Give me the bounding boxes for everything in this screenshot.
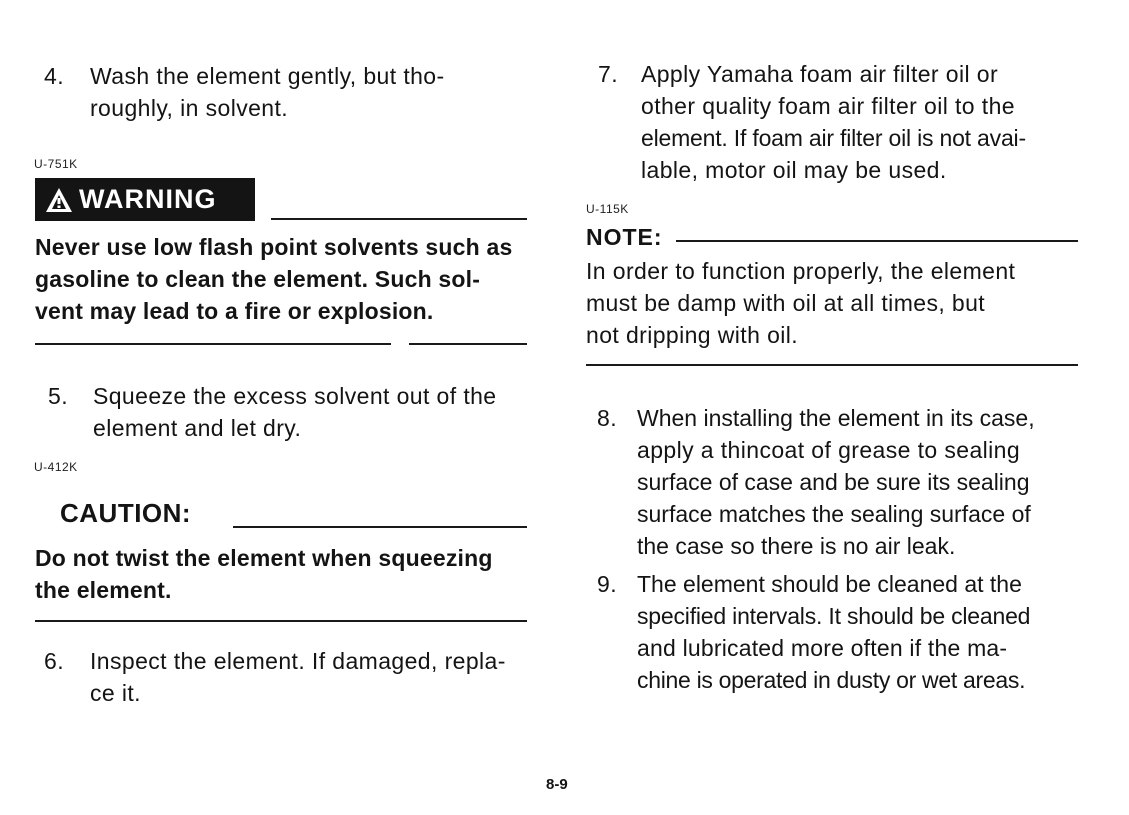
reference-code: U-412K <box>34 460 78 474</box>
step-text-line: lable, motor oil may be used. <box>641 157 947 183</box>
step-number: 6. <box>44 648 64 674</box>
step-text-line: the case so there is no air leak. <box>637 533 956 559</box>
step-text-line: When installing the element in its case, <box>637 405 1035 431</box>
step-text-line: roughly, in solvent. <box>90 95 289 121</box>
step-text-line: element. If foam air filter oil is not avai- <box>641 125 1026 151</box>
page-number: 8-9 <box>546 776 568 793</box>
step-text-line: and lubricated more often if the ma- <box>637 635 1008 661</box>
divider <box>676 240 1078 242</box>
warning-text-line: Never use low flash point solvents such as <box>35 234 513 260</box>
divider <box>271 218 527 220</box>
step-number: 4. <box>44 63 64 89</box>
step-text-line: apply a thincoat of grease to sealing <box>637 437 1021 463</box>
note-text-line: In order to function properly, the element <box>586 258 1016 284</box>
step-text-line: surface of case and be sure its sealing <box>637 469 1030 495</box>
step-text-line: ce it. <box>90 680 141 706</box>
divider <box>409 343 527 345</box>
warning-text-line: vent may lead to a fire or explosion. <box>35 298 434 324</box>
step-text-line: element and let dry. <box>93 415 302 441</box>
divider <box>586 364 1078 366</box>
step-text-line: Apply Yamaha foam air filter oil or <box>641 61 999 87</box>
step-number: 7. <box>598 61 618 87</box>
step-number: 5. <box>48 383 68 409</box>
caution-text-line: Do not twist the element when squeezing <box>35 545 493 571</box>
note-label: NOTE: <box>586 224 663 250</box>
divider <box>233 526 527 528</box>
caution-label: CAUTION: <box>60 498 192 528</box>
caution-text-line: the element. <box>35 577 172 603</box>
note-text-line: must be damp with oil at all times, but <box>586 290 986 316</box>
step-text-line: surface matches the sealing surface of <box>637 501 1031 527</box>
warning-text-line: gasoline to clean the element. Such sol- <box>35 266 481 292</box>
step-text-line: The element should be cleaned at the <box>637 571 1022 597</box>
warning-badge <box>35 178 255 221</box>
step-number: 8. <box>597 405 617 431</box>
step-text-line: Inspect the element. If damaged, repla- <box>90 648 506 674</box>
divider <box>35 343 391 345</box>
step-text-line: Squeeze the excess solvent out of the <box>93 383 497 409</box>
step-text-line: Wash the element gently, but tho- <box>90 63 445 89</box>
step-text-line: specified intervals. It should be cleaned <box>637 603 1031 629</box>
warning-label: WARNING <box>79 184 217 214</box>
reference-code: U-751K <box>34 157 78 171</box>
divider <box>35 620 527 622</box>
step-text-line: other quality foam air filter oil to the <box>641 93 1015 119</box>
note-text-line: not dripping with oil. <box>586 322 799 348</box>
step-text-line: chine is operated in dusty or wet areas. <box>637 667 1026 693</box>
reference-code: U-115K <box>586 202 629 216</box>
step-number: 9. <box>597 571 617 597</box>
warning-triangle-icon <box>45 187 73 213</box>
